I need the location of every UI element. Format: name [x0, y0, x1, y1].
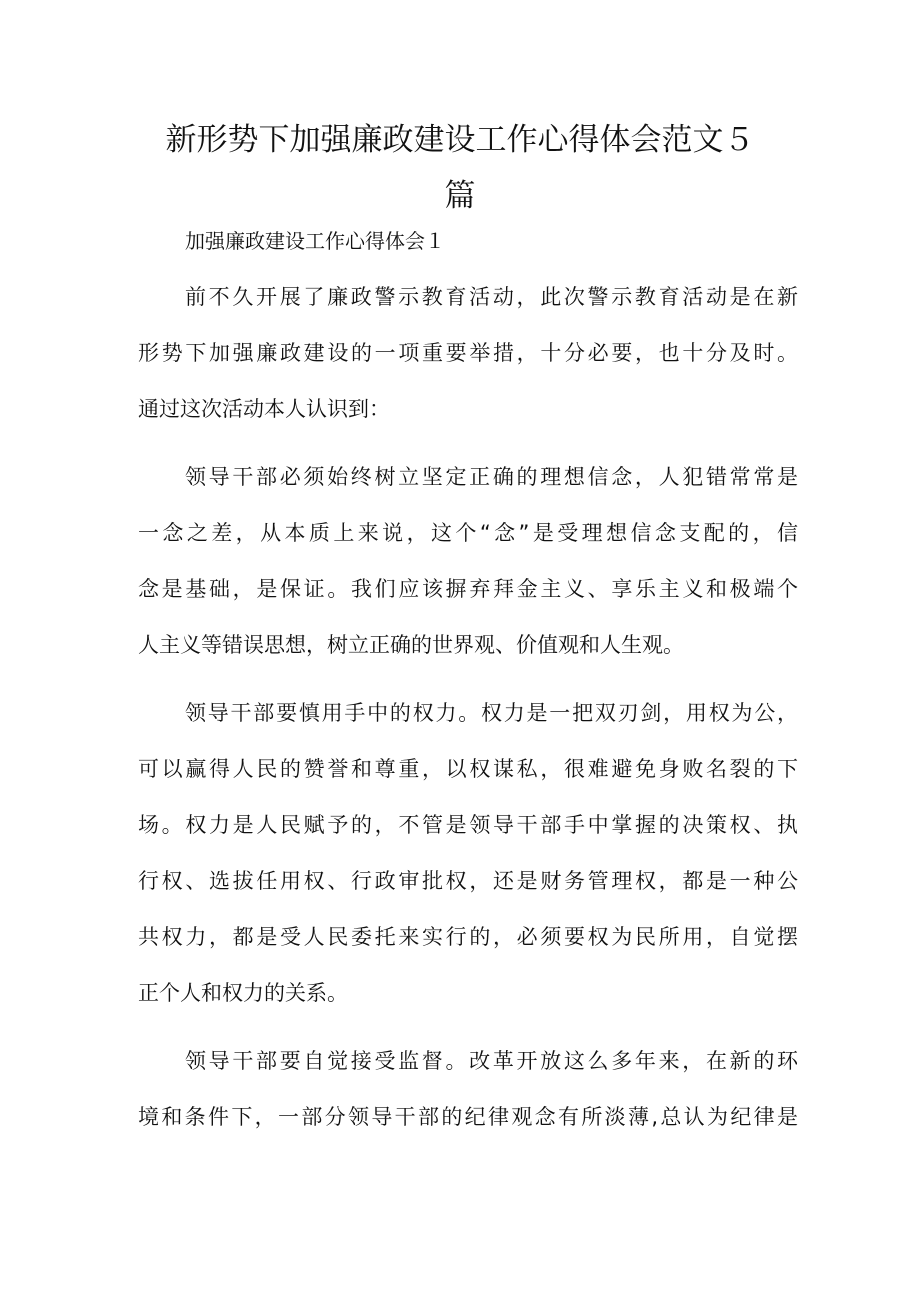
paragraph-line: 通过这次活动本人认识到： [138, 397, 390, 421]
paragraph-line: 前不久开展了廉政警示教育活动，此次警示教育活动是在新 [185, 285, 798, 309]
paragraph-line: 可以赢得人民的赞誉和尊重，以权谋私，很难避免身败名裂的下 [138, 757, 798, 781]
section-heading: 加强廉政建设工作心得体会１ [185, 229, 445, 253]
paragraph-line: 念是基础，是保证。我们应该摒弃拜金主义、享乐主义和极端个 [138, 577, 798, 601]
paragraph-line: 形势下加强廉政建设的一项重要举措，十分必要，也十分及时。 [138, 341, 798, 365]
paragraph-line: 行权、选拔任用权、行政审批权，还是财务管理权，都是一种公 [138, 869, 798, 893]
paragraph-line: 领导干部必须始终树立坚定正确的理想信念，人犯错常常是 [185, 465, 798, 489]
title-line-2: 篇 [444, 178, 476, 214]
document-title [130, 112, 790, 224]
paragraph-line: 正个人和权力的关系。 [138, 981, 348, 1005]
document-body [138, 213, 798, 1157]
paragraph-line: 共权力，都是受人民委托来实行的，必须要权为民所用，自觉摆 [138, 925, 798, 949]
paragraph-line: 领导干部要自觉接受监督。改革开放这么多年来，在新的环 [185, 1049, 798, 1073]
paragraph-line: 人主义等错误思想，树立正确的世界观、价值观和人生观。 [138, 633, 684, 657]
paragraph [138, 1033, 798, 1145]
paragraph-line: 场。权力是人民赋予的，不管是领导干部手中掌握的决策权、执 [138, 813, 798, 837]
paragraph [138, 685, 798, 1021]
paragraph [138, 449, 798, 673]
paragraph-line: 境和条件下，一部分领导干部的纪律观念有所淡薄,总认为纪律是 [138, 1105, 798, 1129]
title-line-1: 新形势下加强廉政建设工作心得体会范文５ [165, 122, 755, 158]
paragraph-line: 一念之差，从本质上来说，这个“念”是受理想信念支配的，信 [138, 521, 798, 545]
paragraph-line: 领导干部要慎用手中的权力。权力是一把双刃剑，用权为公， [185, 701, 798, 725]
paragraph [138, 269, 798, 437]
